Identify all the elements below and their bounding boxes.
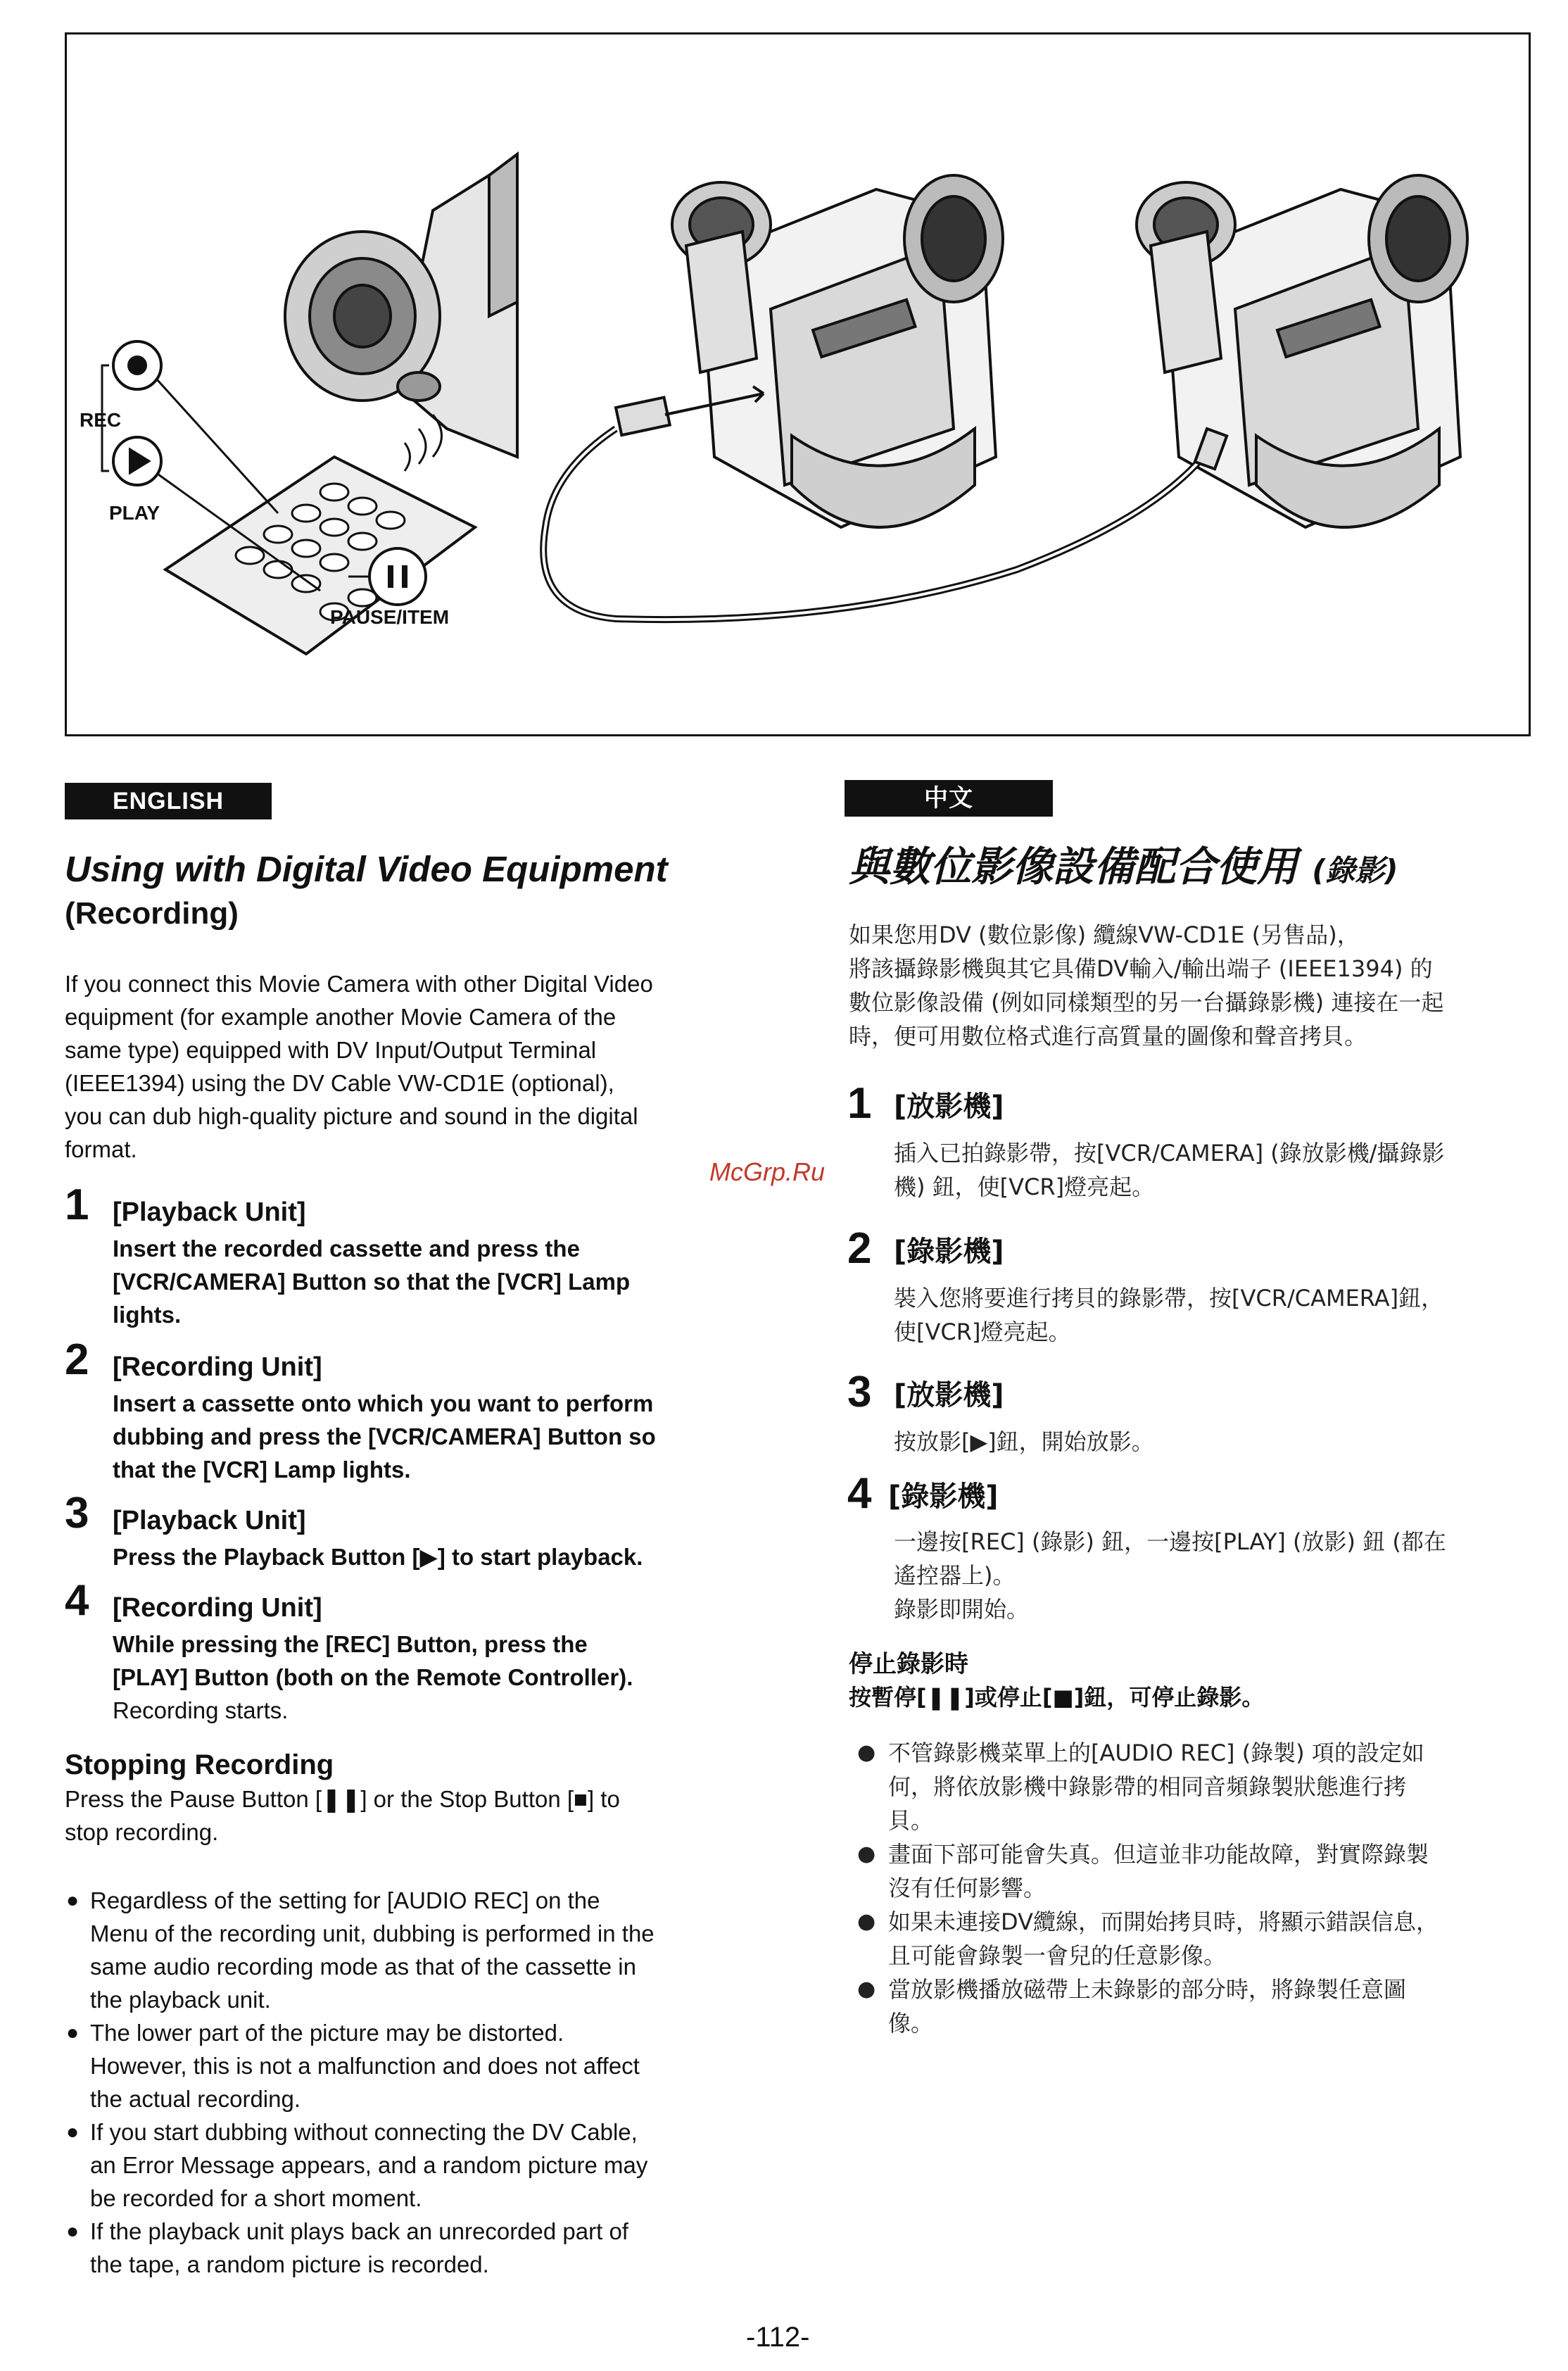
zh-step-3-text: 按放影[▶]鈕，開始放影。 [894,1428,1154,1455]
zh-step-4-number: 4 [847,1469,872,1518]
step-3-heading: [Playback Unit] [113,1506,306,1535]
intro-line: format. [65,1136,137,1162]
bullet-icon: ● [66,1889,80,1912]
zh-step-1-heading: [放影機] [894,1090,1004,1123]
zh-step-2-number: 2 [847,1224,872,1273]
step-4-number: 4 [65,1576,89,1625]
list-item: ● 如果未連接DV纜線，而開始拷貝時，將顯示錯誤信息， 且可能會錄製一會兒的任意影像。 [888,1905,1529,1973]
list-item: ● Regardless of the setting for [AUDIO REC] on the Menu of the recording unit, dubbing is performed in the same audio recording mode as that of the cassette in the playback unit. [90,1884,794,2016]
zh-step-2-heading: [錄影機] [894,1235,1004,1268]
rec-label: REC [80,409,122,431]
list-item: ● The lower part of the picture may be distorted. However, this is not a malfunction and does not affect the actual recording. [90,2016,794,2115]
english-subtitle: (Recording) [65,896,239,931]
zh-step-4-text: 一邊按[REC] (錄影) 鈕，一邊按[PLAY] (放影) 鈕 (都在 遙控器上)。 錄影即開始。 [894,1528,1446,1623]
bullet-icon: ● [857,1842,876,1866]
step-2-number: 2 [65,1335,89,1384]
zh-stopping-text: 按暫停[❚❚]或停止[■]鈕，可停止錄影。 [849,1684,1265,1711]
step-4-heading: [Recording Unit] [113,1593,322,1623]
step-3-text: Press the Playback Button [▶] to start playback. [113,1544,643,1570]
step-1-text: Insert the recorded cassette and press the [VCR/CAMERA] Button so that the [VCR] Lamp lights. [113,1235,631,1328]
stopping-recording-text: Press the Pause Button [❚❚] or the Stop Button [■] to stop recording. [65,1786,620,1845]
list-item: ● If the playback unit plays back an unrecorded part of the tape, a random picture is recorded. [90,2215,794,2281]
chinese-intro: 如果您用DV (數位影像) 纜線VW-CD1E (另售品)， 將該攝錄影機與其它具備DV輸入/輸出端子 (IEEE1394) 的 數位影像設備 (例如同樣類型的另一台攝錄影機) 連接在一起 時，便可用數位格式進行高質量的圖像和聲音拷貝。 [849,922,1444,1050]
play-button-icon [113,437,161,485]
step-4-text: While pressing the [REC] Button, press the [PLAY] Button (both on the Remote Controller). Recording starts. [113,1631,633,1723]
bullet-icon: ● [66,2021,80,2044]
english-notes-list [66,1884,794,2281]
bullet-icon: ● [857,1977,876,2001]
list-item: ● 當放影機播放磁帶上未錄影的部分時，將錄製任意圖 像。 [888,1973,1529,2040]
page-number: -112- [746,2322,810,2353]
bullet-icon: ● [857,1909,876,1934]
bullet-icon: ● [66,2220,80,2243]
step-3-number: 3 [65,1489,89,1537]
zh-step-1-number: 1 [847,1079,872,1128]
bullet-icon: ● [857,1740,876,1765]
pause-button-icon [369,548,426,605]
zh-step-1-text: 插入已拍錄影帶，按[VCR/CAMERA] (錄放影機/攝錄影 機) 鈕，使[VCR]燈亮起。 [894,1140,1445,1200]
pause-item-label: PAUSE/ITEM [330,606,450,628]
illustration-frame [65,32,1531,736]
list-item: ● If you start dubbing without connecting the DV Cable, an Error Message appears, and a random picture may be recorded for a short moment. [90,2115,794,2215]
list-item: ● 不管錄影機菜單上的[AUDIO REC] (錄製) 項的設定如 何，將依放影機中錄影帶的相同音頻錄製狀態進行拷 貝。 [888,1736,1529,1837]
intro-line: (IEEE1394) using the DV Cable VW-CD1E (optional), [65,1070,614,1096]
zh-step-2-text: 裝入您將要進行拷貝的錄影帶，按[VCR/CAMERA]鈕， 使[VCR]燈亮起。 [894,1285,1444,1345]
playback-camera [672,175,1003,527]
play-label: PLAY [109,502,160,524]
stopping-recording-heading: Stopping Recording [65,1749,334,1780]
english-tag: ENGLISH [65,783,272,819]
english-intro [65,967,769,1166]
recording-camera-partial [285,154,517,457]
english-title: Using with Digital Video Equipment [65,849,668,889]
watermark: McGrp.Ru [709,1157,826,1186]
rec-button-icon [113,341,161,389]
intro-line: you can dub high-quality picture and sound in the digital [65,1103,638,1129]
dubbing-illustration [67,34,1529,734]
chinese-notes-list [857,1736,1529,2040]
intro-line: If you connect this Movie Camera with other Digital Video [65,971,653,997]
step-2-text: Insert a cassette onto which you want to perform dubbing and press the [VCR/CAMERA] Button so that the [VCR] Lamp lights. [113,1390,656,1483]
zh-step-3-heading: [放影機] [894,1379,1004,1411]
zh-step-4-heading: [錄影機] [888,1480,999,1513]
zh-stopping-heading: 停止錄影時 [849,1650,968,1678]
bullet-icon: ● [66,2120,80,2144]
intro-line: equipment (for example another Movie Camera of the [65,1004,617,1030]
chinese-title: 與數位影像設備配合使用 (錄影) [849,843,1398,891]
step-2-heading: [Recording Unit] [113,1352,322,1382]
intro-line: same type) equipped with DV Input/Output Terminal [65,1037,597,1063]
zh-step-3-number: 3 [847,1368,872,1416]
chinese-tag: 中文 [845,780,1053,817]
step-1-number: 1 [65,1181,89,1229]
step-1-heading: [Playback Unit] [113,1197,306,1227]
list-item: ● 畫面下部可能會失真。但這並非功能故障，對實際錄製 沒有任何影響。 [888,1837,1529,1905]
